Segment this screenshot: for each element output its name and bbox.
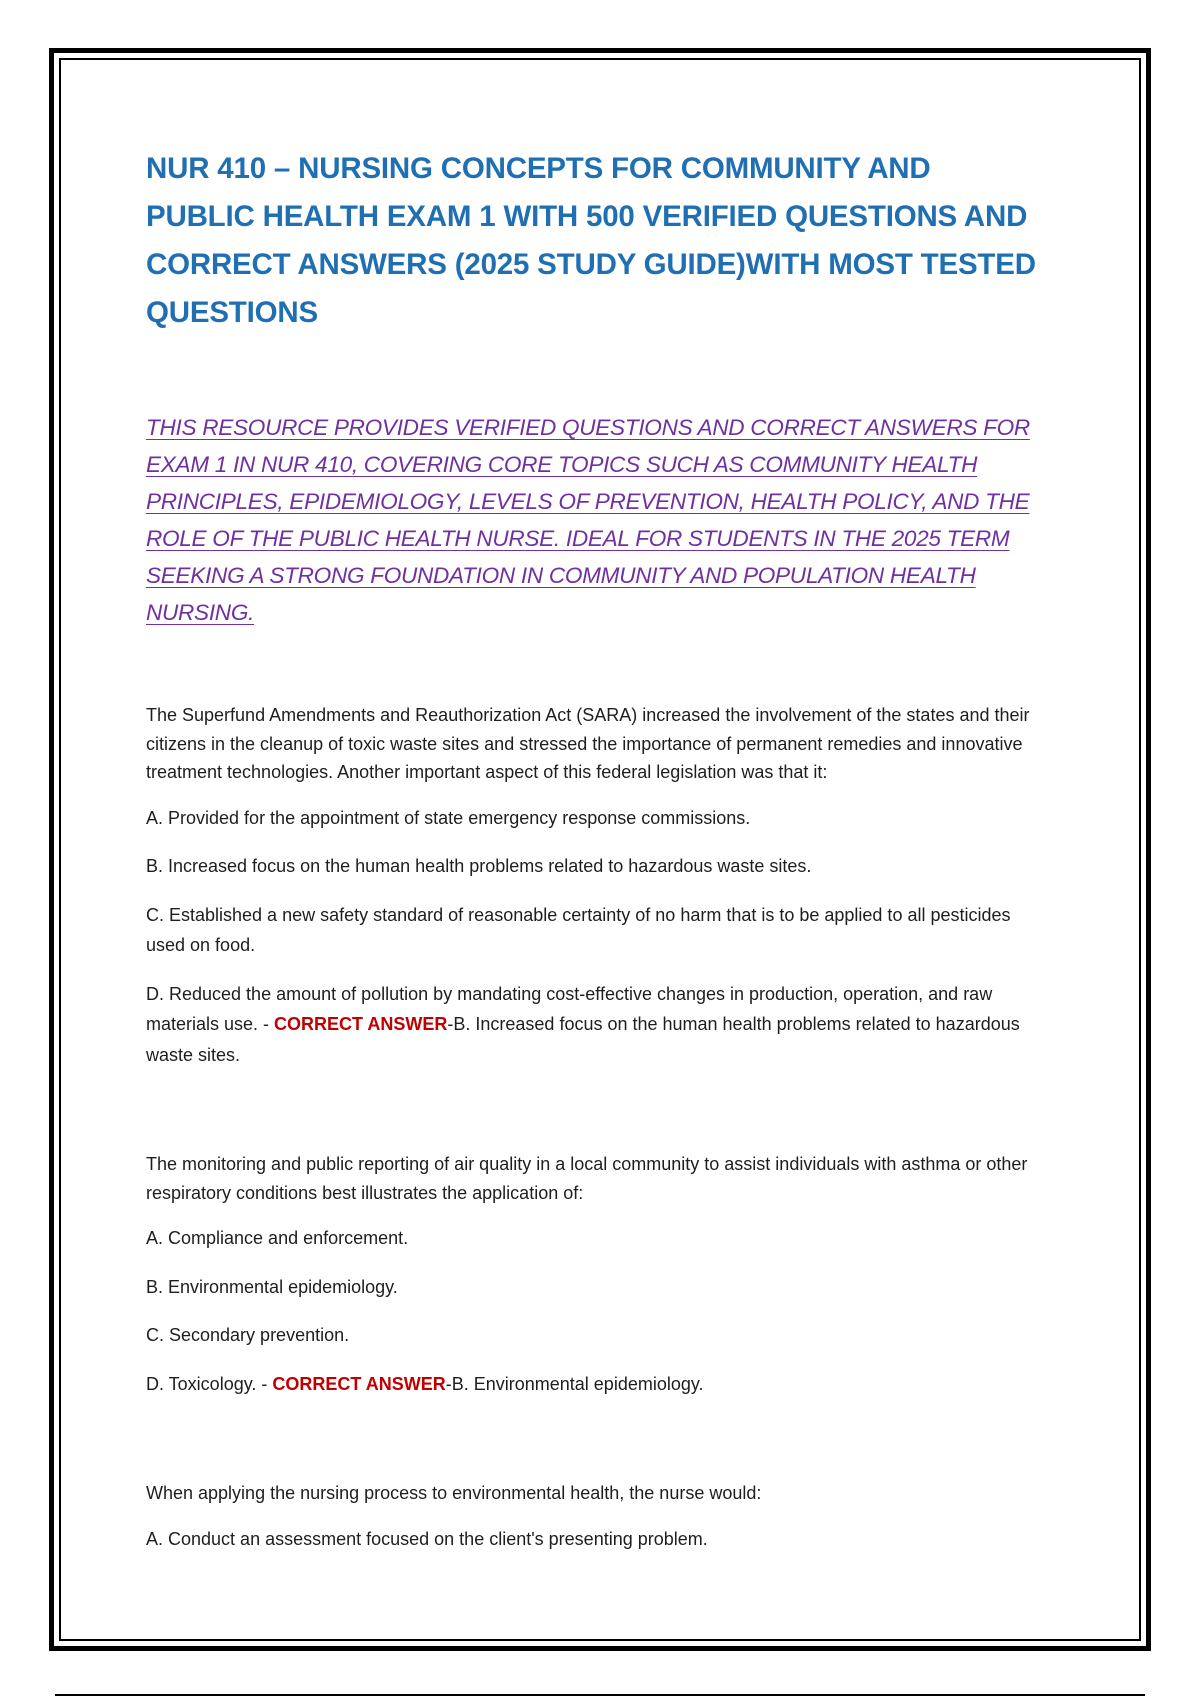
next-page-border-edge xyxy=(55,1694,1145,1696)
question-list xyxy=(146,701,1046,1554)
question-item-3 xyxy=(146,1479,1046,1554)
question-text: The Superfund Amendments and Reauthorization Act (SARA) increased the involvement of the states and their citizens in the cleanup of toxic waste sites and stressed the importance of permanent remedies and innovative treatment technologies. Another important aspect of this federal legislation was that it: xyxy=(146,705,1030,782)
correct-answer-label: CORRECT ANSWER xyxy=(272,1373,446,1394)
option-d-with-answer xyxy=(146,979,1046,1071)
option-c: C. Secondary prevention. xyxy=(146,1325,350,1345)
option-a: A. Compliance and enforcement. xyxy=(146,1228,409,1248)
option-c: C. Established a new safety standard of reasonable certainty of no harm that is to be applied to all pesticides used on food. xyxy=(146,904,1011,955)
question-text: When applying the nursing process to environmental health, the nurse would: xyxy=(146,1483,762,1503)
question-text: The monitoring and public reporting of air quality in a local community to assist individuals with asthma or other respiratory conditions best illustrates the application of: xyxy=(146,1154,1028,1203)
correct-answer-text: -B. Environmental epidemiology. xyxy=(445,1373,704,1394)
option-b: B. Environmental epidemiology. xyxy=(146,1276,398,1297)
document-title: NUR 410 – NURSING CONCEPTS FOR COMMUNITY AND PUBLIC HEALTH EXAM 1 WITH 500 VERIFIED QUESTIONS AND CORRECT ANSWERS (2025 STUDY GUIDE)WITH MOST TESTED QUESTIONS xyxy=(146,152,1036,329)
option-a: A. Provided for the appointment of state emergency response commissions. xyxy=(146,807,751,828)
correct-answer-text: -B. Increased focus on the human health problems related to hazardous waste sites. xyxy=(146,1014,1020,1065)
option-d: D. Reduced the amount of pollution by mandating cost-effective changes in production, operation, and raw materials use. - xyxy=(146,983,993,1034)
option-a: A. Conduct an assessment focused on the client's presenting problem. xyxy=(146,1528,708,1549)
option-d-with-answer xyxy=(146,1369,1046,1400)
page-content xyxy=(146,145,1046,1572)
question-item-1 xyxy=(146,701,1046,1070)
document-summary: THIS RESOURCE PROVIDES VERIFIED QUESTIONS AND CORRECT ANSWERS FOR EXAM 1 IN NUR 410, COVERING CORE TOPICS SUCH AS COMMUNITY HEALTH PRINCIPLES, EPIDEMIOLOGY, LEVELS OF PREVENTION, HEALTH POLICY, AND THE ROLE OF THE PUBLIC HEALTH NURSE. IDEAL FOR STUDENTS IN THE 2025 TERM SEEKING A STRONG FOUNDATION IN COMMUNITY AND POPULATION HEALTH NURSING. xyxy=(146,415,1030,625)
option-d: D. Toxicology. - xyxy=(146,1373,273,1394)
correct-answer-label: CORRECT ANSWER xyxy=(274,1014,448,1034)
question-item-2 xyxy=(146,1150,1046,1399)
option-b: B. Increased focus on the human health problems related to hazardous waste sites. xyxy=(146,856,812,876)
